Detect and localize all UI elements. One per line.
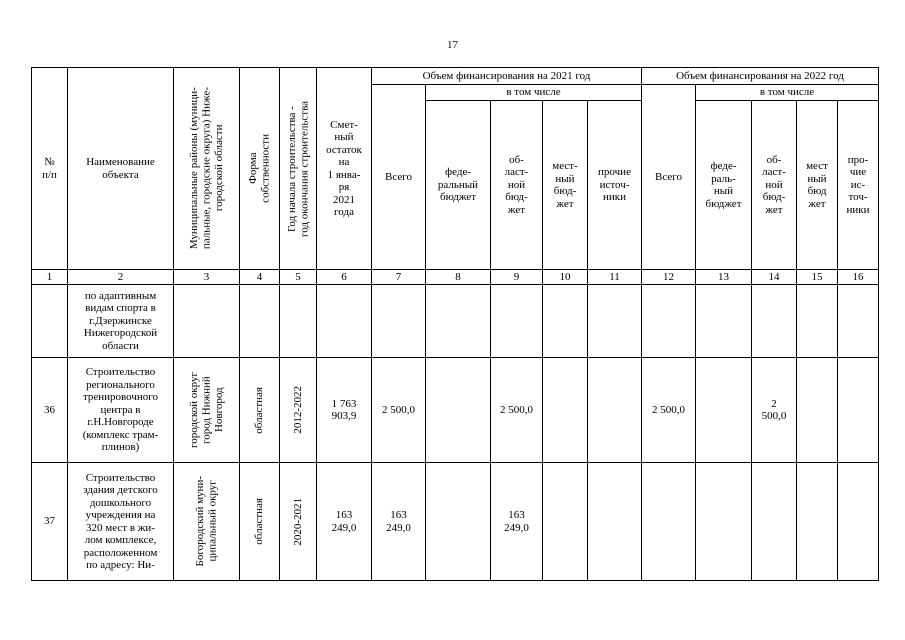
col-number: 5	[280, 270, 317, 285]
row-years: 2020-2021	[280, 463, 317, 581]
row-years	[280, 285, 317, 358]
header-ownership: Форма собственности	[240, 68, 280, 270]
header-reg-2021: об- ласт- ной бюд- жет	[491, 101, 543, 270]
row-mun-2022	[797, 358, 838, 463]
row-oth-2022	[838, 463, 879, 581]
header-reg-2022: об- ласт- ной бюд- жет	[752, 101, 797, 270]
row-name: Строительство регионального тренировочного центра в г.Н.Новгороде (комплекс трам- плинов)	[68, 358, 174, 463]
row-ownership	[240, 285, 280, 358]
row-mun-2021	[543, 463, 588, 581]
col-number: 4	[240, 270, 280, 285]
col-number: 9	[491, 270, 543, 285]
row-fed-2022	[696, 285, 752, 358]
row-reg-2021	[491, 285, 543, 358]
row-oth-2022	[838, 358, 879, 463]
row-total-2021	[372, 285, 426, 358]
col-number: 3	[174, 270, 240, 285]
col-number: 6	[317, 270, 372, 285]
row-mun-2022	[797, 285, 838, 358]
header-group-2022: Объем финансирования на 2022 год	[642, 68, 879, 85]
table-row	[32, 358, 879, 463]
row-oth-2021	[588, 285, 642, 358]
row-total-2022	[642, 285, 696, 358]
row-name: Строительство здания детского дошкольного учреждения на 320 мест в жи- лом комплексе, расположенном по адресу: Ни-	[68, 463, 174, 581]
row-mun-2022	[797, 463, 838, 581]
header-total-2022: Всего	[642, 85, 696, 270]
header-group-2021: Объем финансирования на 2021 год	[372, 68, 642, 85]
row-total-2021: 2 500,0	[372, 358, 426, 463]
row-reg-2022	[752, 285, 797, 358]
row-fed-2021	[426, 285, 491, 358]
row-mun-2021	[543, 285, 588, 358]
table-row	[32, 285, 879, 358]
col-number: 7	[372, 270, 426, 285]
header-fed-2021: феде- ральный бюджет	[426, 101, 491, 270]
row-fed-2021	[426, 463, 491, 581]
header-oth-2021: прочие источ- ники	[588, 101, 642, 270]
col-number: 8	[426, 270, 491, 285]
col-number: 2	[68, 270, 174, 285]
row-reg-2022: 2 500,0	[752, 358, 797, 463]
header-mun-2021: мест- ный бюд- жет	[543, 101, 588, 270]
header-years: Год начала строительства - год окончания строительства	[280, 68, 317, 270]
table-row	[32, 463, 879, 581]
row-total-2022	[642, 463, 696, 581]
header-fed-2022: феде- раль- ный бюджет	[696, 101, 752, 270]
col-number: 13	[696, 270, 752, 285]
row-remainder: 163 249,0	[317, 463, 372, 581]
col-number: 1	[32, 270, 68, 285]
col-number: 16	[838, 270, 879, 285]
header-district: Муниципальные районы (муници- пальные, городские округа) Ниже- городской области	[174, 68, 240, 270]
row-oth-2021	[588, 358, 642, 463]
row-district: городской округ город Нижний Новгород	[174, 358, 240, 463]
row-mun-2021	[543, 358, 588, 463]
row-years: 2012-2022	[280, 358, 317, 463]
row-fed-2021	[426, 358, 491, 463]
header-incl-2022: в том числе	[696, 85, 879, 101]
header-mun-2022: мест ный бюд жет	[797, 101, 838, 270]
column-number-row	[32, 270, 879, 285]
header-remainder: Смет- ный остаток на 1 янва- ря 2021 года	[317, 68, 372, 270]
row-ownership: областная	[240, 358, 280, 463]
row-oth-2022	[838, 285, 879, 358]
col-number: 15	[797, 270, 838, 285]
page-number: 17	[447, 39, 458, 51]
header-name: Наименование объекта	[68, 68, 174, 270]
row-reg-2022	[752, 463, 797, 581]
row-reg-2021: 163 249,0	[491, 463, 543, 581]
header-total-2021: Всего	[372, 85, 426, 270]
row-num: 37	[32, 463, 68, 581]
row-total-2022: 2 500,0	[642, 358, 696, 463]
row-fed-2022	[696, 358, 752, 463]
col-number: 11	[588, 270, 642, 285]
row-fed-2022	[696, 463, 752, 581]
row-reg-2021: 2 500,0	[491, 358, 543, 463]
row-num	[32, 285, 68, 358]
row-ownership: областная	[240, 463, 280, 581]
row-remainder: 1 763 903,9	[317, 358, 372, 463]
row-oth-2021	[588, 463, 642, 581]
row-num: 36	[32, 358, 68, 463]
row-total-2021: 163 249,0	[372, 463, 426, 581]
row-district: Богородский муни- ципальный округ	[174, 463, 240, 581]
header-oth-2022: про- чие ис- точ- ники	[838, 101, 879, 270]
col-number: 14	[752, 270, 797, 285]
row-remainder	[317, 285, 372, 358]
col-number: 12	[642, 270, 696, 285]
header-incl-2021: в том числе	[426, 85, 642, 101]
row-district	[174, 285, 240, 358]
financing-table	[31, 67, 879, 581]
row-name: по адаптивным видам спорта в г.Дзержинске Нижегородской области	[68, 285, 174, 358]
col-number: 10	[543, 270, 588, 285]
header-num: № п/п	[32, 68, 68, 270]
